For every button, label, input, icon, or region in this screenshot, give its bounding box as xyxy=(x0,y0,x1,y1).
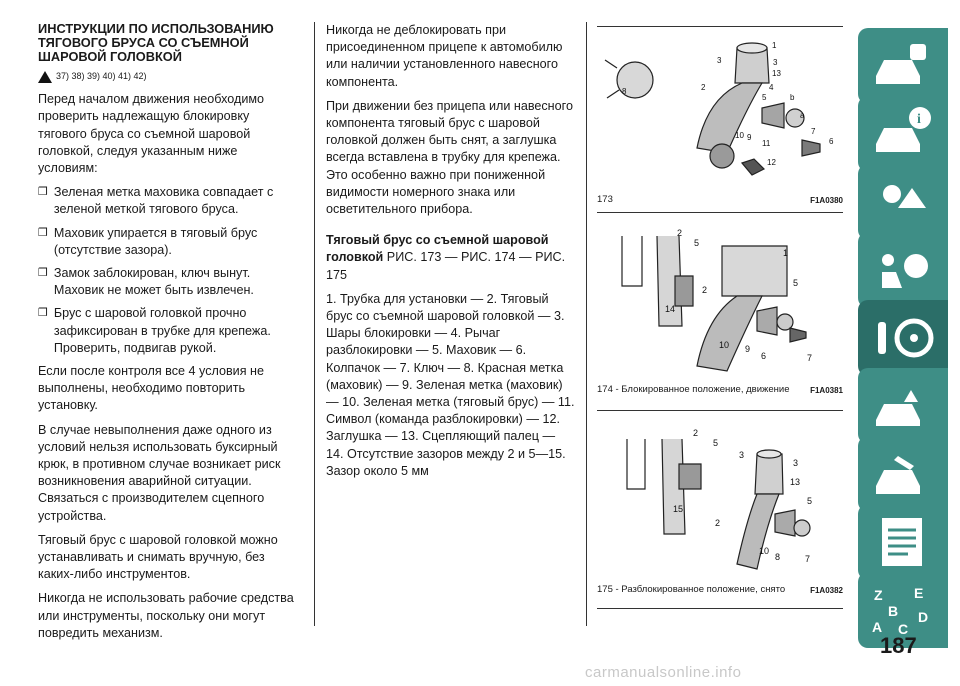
car-info-icon xyxy=(858,28,948,104)
subheading-refs: РИС. 173 — РИС. 174 — РИС. 175 xyxy=(326,250,566,282)
figure-label: 3 xyxy=(739,450,745,460)
figure-label: 13 xyxy=(790,477,801,487)
figure-label: 2 xyxy=(677,228,683,238)
subheading: Тяговый брус со съемной шаровой головкой xyxy=(326,233,549,265)
figure-label: 9 xyxy=(745,344,751,354)
check-item: ❒ Зеленая метка маховика совпадает с зеленой меткой тягового бруса. xyxy=(38,184,300,218)
figure-label: 1 xyxy=(783,248,789,258)
svg-text:i: i xyxy=(917,112,921,127)
body-paragraph: Никогда не использовать рабочие средства или инструменты, поскольку они могут повредить механизм. xyxy=(38,591,294,640)
figure-rule xyxy=(597,410,843,411)
figure-label: 10 xyxy=(735,131,744,140)
warning-triangle-icon xyxy=(38,71,52,83)
body-paragraph: При движении без прицепа или навесного компонента тяговый брус с шаровой головкой должен быть снят, а заглушка всегда вставлена в трубку для крепежа. Это особенно важно при пониженной видимости номерного знака или осветительного прибора. xyxy=(326,98,573,217)
checkbox-icon: ❒ xyxy=(38,186,48,199)
section-heading: ИНСТРУКЦИИ ПО ИСПОЛЬЗОВАНИЮ ТЯГОВОГО БРУСА СО СЪЕМНОЙ ШАРОВОЙ ГОЛОВКОЙ xyxy=(38,21,274,64)
airbag-icon xyxy=(858,232,948,308)
tab-breakdown[interactable] xyxy=(858,368,948,444)
checkbox-icon: ❒ xyxy=(38,226,48,239)
figure-173 xyxy=(597,28,843,212)
figure-label: 7 xyxy=(805,554,811,564)
intro-paragraph: Перед началом движения необходимо проверить надлежащую блокировку тягового бруса со съемной шаровой головкой, следуя указанным ниже условиям: xyxy=(38,92,265,176)
figure-label: a xyxy=(800,111,805,120)
tab-car-service[interactable] xyxy=(858,436,948,512)
figure-label: 8 xyxy=(775,552,781,562)
figure-label: 2 xyxy=(693,428,699,438)
check-item: ❒ Маховик упирается в тяговый брус (отсутствие зазора). xyxy=(38,225,300,259)
figure-rule xyxy=(597,608,843,609)
figure-label: 3 xyxy=(793,458,799,468)
figure-label: 5 xyxy=(807,496,813,506)
svg-text:A: A xyxy=(872,619,883,635)
watermark: carmanualsonline.info xyxy=(585,664,742,681)
warning-lights-icon xyxy=(858,164,948,240)
body-paragraph: В случае невыполнения даже одного из условий нельзя использовать буксирный крюк, в противном случае возникает риск возникновения аварийной ситуации. Связаться с производителем сцепного устройства. xyxy=(38,422,281,523)
svg-text:E: E xyxy=(914,585,924,601)
figure-label: 5 xyxy=(762,93,767,102)
figure-label: 2 xyxy=(701,83,706,92)
figure-caption: 174 - Блокированное положение, движение F1A0381 xyxy=(597,384,843,395)
figure-label: 12 xyxy=(767,158,776,167)
figure-caption: 175 - Разблокированное положение, снято F1A0382 xyxy=(597,584,843,595)
breakdown-icon xyxy=(858,368,948,444)
figure-caption: 173 F1A0380 xyxy=(597,194,843,205)
figure-rule xyxy=(597,212,843,213)
svg-text:D: D xyxy=(918,609,929,625)
figure-label: 13 xyxy=(772,69,781,78)
body-paragraph: Если после контроля все 4 условия не выполнены, необходимо повторить установку. xyxy=(38,364,264,413)
figure-174 xyxy=(597,216,843,408)
checkbox-icon: ❒ xyxy=(38,267,48,280)
tab-information[interactable] xyxy=(858,96,948,172)
towbar-exploded-drawing xyxy=(597,28,843,188)
subheading-paragraph xyxy=(326,232,576,284)
towbar-unlocked-drawing xyxy=(597,414,843,574)
warning-refs-row xyxy=(38,68,300,85)
figure-rule xyxy=(597,26,843,27)
figure-label: 6 xyxy=(761,351,767,361)
figure-label: 5 xyxy=(793,278,799,288)
information-icon xyxy=(858,96,948,172)
tab-warning-lights[interactable] xyxy=(858,164,948,240)
specifications-icon xyxy=(858,504,948,580)
column-divider xyxy=(586,22,587,626)
column-divider xyxy=(314,22,315,626)
figure-label: b xyxy=(790,93,795,102)
body-paragraph: Никогда не деблокировать при присоединенном прицепе к автомобилю или наличии установленного навесного компонента. xyxy=(326,23,563,89)
figure-label: 10 xyxy=(759,546,770,556)
figure-label: 9 xyxy=(747,133,752,142)
figure-label: 6 xyxy=(829,137,834,146)
svg-text:Z: Z xyxy=(874,587,883,603)
tab-car-info[interactable] xyxy=(858,28,948,104)
towbar-locked-drawing xyxy=(597,216,843,376)
tab-airbag[interactable] xyxy=(858,232,948,308)
steering-key-icon xyxy=(858,300,948,376)
svg-text:C: C xyxy=(898,621,909,637)
check-item: ❒ Замок заблокирован, ключ вынут. Маховик не может быть извлечен. xyxy=(38,265,300,299)
figure-label: 10 xyxy=(719,340,730,350)
warning-refs: 37) 38) 39) 40) 41) 42) xyxy=(56,71,147,81)
figure-label: 5 xyxy=(694,238,700,248)
check-item: ❒ Брус с шаровой головкой прочно зафиксирован в трубке для крепежа. Проверить, подвигав рукой. xyxy=(38,305,300,357)
page-number: 187 xyxy=(880,633,917,658)
figure-175 xyxy=(597,414,843,608)
tab-steering-key[interactable] xyxy=(858,300,948,376)
checkbox-icon: ❒ xyxy=(38,307,48,320)
tab-specifications[interactable] xyxy=(858,504,948,580)
figure-label: 3 xyxy=(773,58,778,67)
figure-label: 11 xyxy=(762,139,771,148)
figure-label: 7 xyxy=(811,127,816,136)
figure-label: 4 xyxy=(769,83,774,92)
car-service-icon xyxy=(858,436,948,512)
body-paragraph: Тяговый брус с шаровой головкой можно устанавливать и снимать вручную, без каких-либо инструментов. xyxy=(38,532,278,582)
figure-label: 3 xyxy=(717,56,722,65)
left-column xyxy=(38,22,300,649)
figure-label: 2 xyxy=(715,518,721,528)
figure-label: 1 xyxy=(772,41,777,50)
figure-label: 14 xyxy=(665,304,676,314)
svg-text:B: B xyxy=(888,603,899,619)
figure-label: 5 xyxy=(713,438,719,448)
figure-label: 2 xyxy=(702,285,708,295)
right-column xyxy=(326,22,576,487)
legend-paragraph: 1. Трубка для установки — 2. Тяговый брус со съемной шаровой головкой — 3. Шары блокировки — 4. Рычаг разблокировки — 5. Маховик — 6. Колпачок — 7. Ключ — 8. Красная метка (маховик) — 9. Зеленая метка (маховик) — 10. Зеленая метка (тяговый брус) — 11. Символ (команда разблокировки) — 12. Заглушка — 13. Сцепляющий палец — 14. Отсутствие зазоров между 2 и 5—15. Зазор около 5 мм xyxy=(326,291,575,478)
figure-label: 8 xyxy=(622,87,627,96)
figure-label: 7 xyxy=(807,353,813,363)
figure-label: 15 xyxy=(673,504,684,514)
